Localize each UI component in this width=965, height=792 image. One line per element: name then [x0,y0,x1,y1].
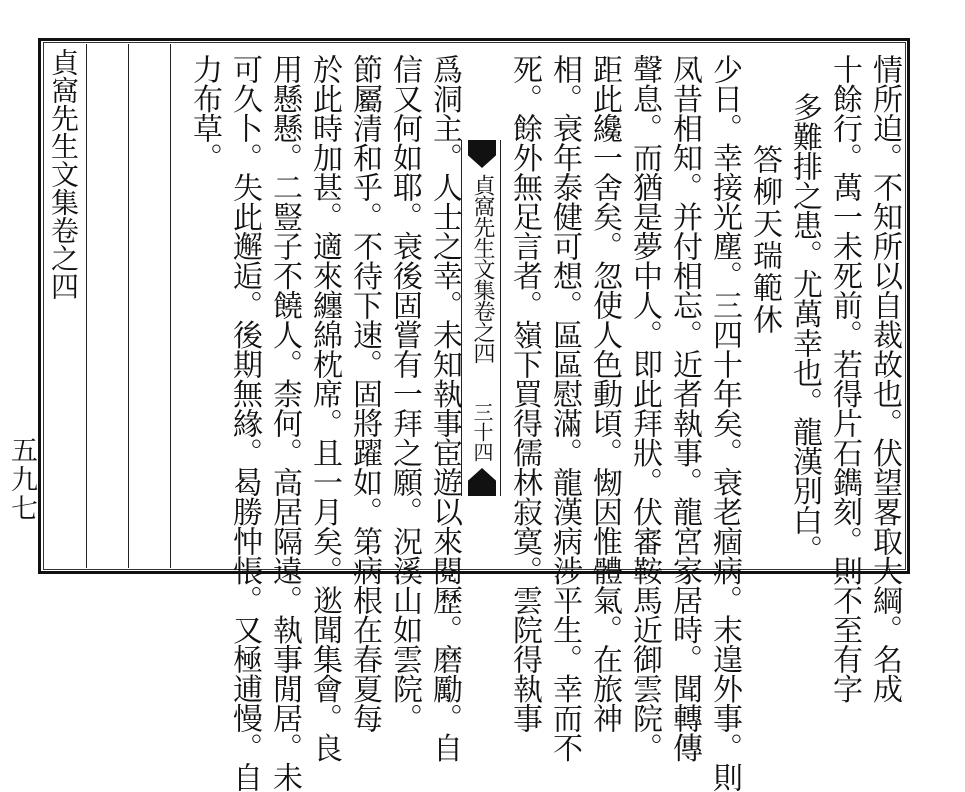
text-column: 信又何如耶。衰後固嘗有一拜之願。況溪山如雲院。 [387,54,422,733]
title-divider [86,44,87,568]
text-column: 十餘行。萬一未死前。若得片石鐫刻。則不至有字 [827,54,862,703]
page-number: 五九七 [6,436,37,523]
text-column: 爲洞主。人士之幸。未知執事宦遊以來閱歷。磨勵。自 [427,54,462,762]
text-column: 多難排之患。尤萬幸也。龍漢別白。 [787,92,822,564]
text-column: 用懸懸。二豎子不饒人。柰何。高居隔遠。執事閒居。未 [267,54,302,792]
column-divider [128,44,129,568]
center-fold-column [461,140,501,496]
text-column: 情所迫。不知所以自裁故也。伏望畧取大綱。名成 [867,54,902,703]
column-divider [170,44,171,568]
fish-tail-mark-icon [468,468,496,496]
sheet-number: 三十四 [470,402,494,462]
text-column: 聲息。而猶是夢中人。即此拜狀。伏審鞍馬近御雲院。 [627,54,662,762]
text-column: 相。衰年泰健可想。區區慰滿。龍漢病涉平生。幸而不 [547,54,582,762]
text-column: 力布草。 [187,54,222,172]
text-column: 少日。幸接光塵。三四十年矣。衰老痼病。末遑外事。則 [707,54,742,792]
text-column: 死。餘外無足言者。嶺下買得儒林寂寞。雲院得執事 [507,54,542,733]
text-column: 距此纔一舍矣。忽使人色動頃。㥘因惟體氣。在旅神 [587,54,622,733]
fish-tail-mark-icon [468,140,496,168]
text-column: 可久卜。失此邂逅。後期無緣。曷勝忡悵。又極逋慢。自 [227,54,262,792]
book-title: 貞窩先生文集卷之四 [47,48,80,300]
text-column: 於此時加甚。適來纏綿枕席。且一月矣。逖聞集會。良 [307,54,342,762]
letter-heading: 答柳天瑞範休 [747,144,782,336]
center-title: 貞窩先生文集卷之四 [470,174,495,363]
text-column: 節屬清和乎。不待下速。固將躍如。第病根在春夏每 [347,54,382,733]
text-column: 凤昔相知。并付相忘。近者執事。龍宮家居時。聞轉傳 [667,54,702,762]
